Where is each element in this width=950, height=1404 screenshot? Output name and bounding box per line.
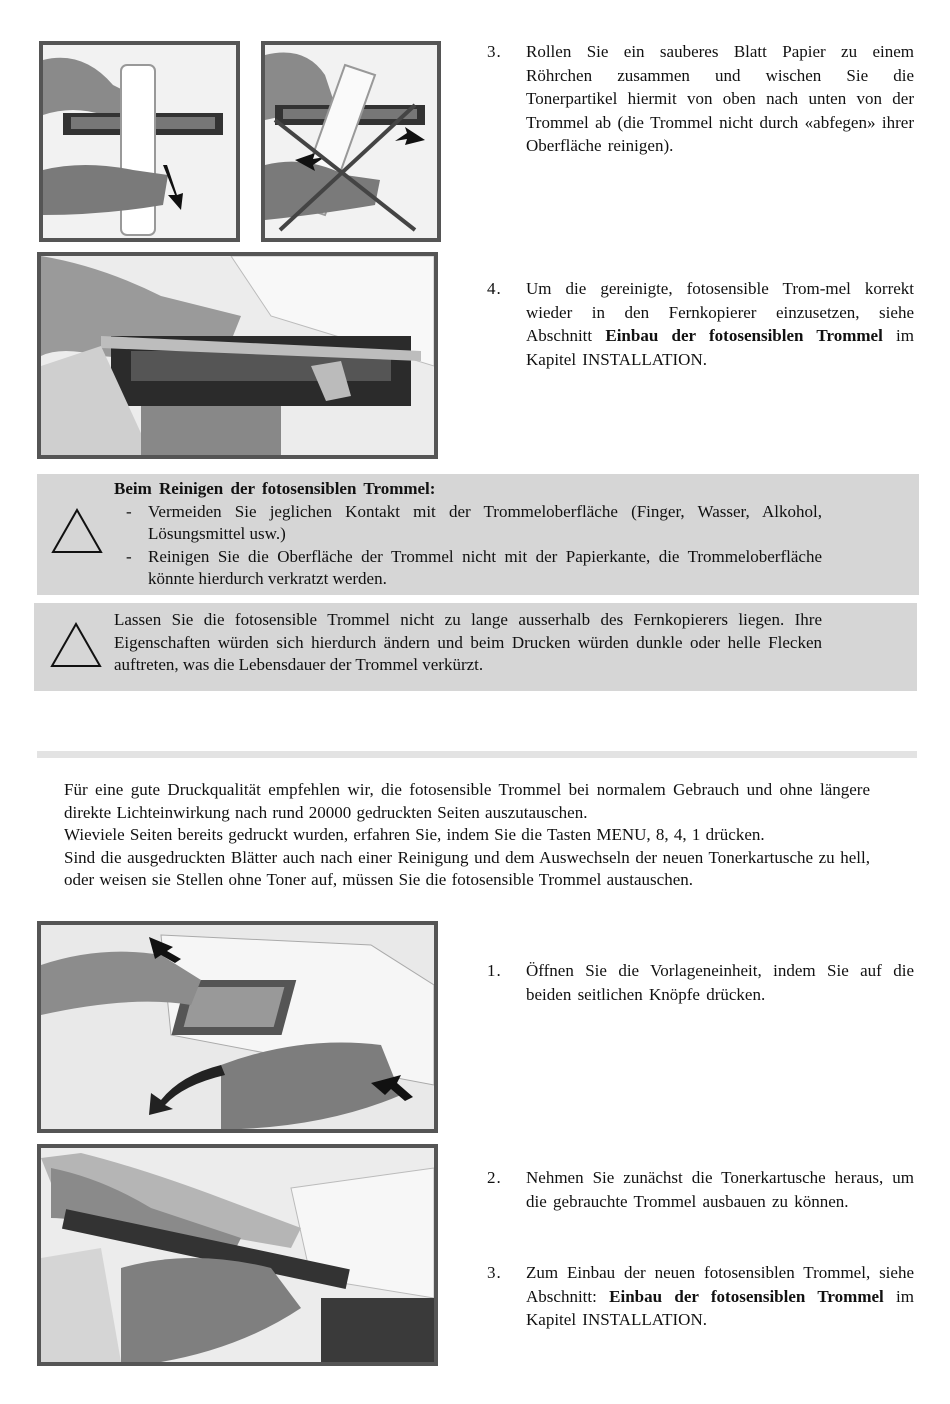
paragraph-line: Wieviele Seiten bereits gedruckt wurden, erfahren Sie, indem Sie die Tasten MENU, 8, 4, 1 drücken. [64, 825, 765, 845]
step-number: 2. [487, 1168, 502, 1187]
step-number: 3. [487, 42, 502, 61]
figure-remove-drum [37, 1144, 438, 1366]
step-text-run: im Kapitel INSTALLATION. [526, 1286, 914, 1329]
step-4-reinsert-drum [487, 277, 914, 377]
step-text [526, 277, 914, 371]
drum-replacement-paragraph [64, 779, 870, 892]
step-1-open-scanner [487, 959, 914, 1019]
step-text-run: Rollen Sie ein sauberes Blatt Papier zu einem Röhrchen zusammen und wischen Sie die Tonerpartikel hiermit von oben nach unten von der Trommel ab (die Trommel nicht durch «abfegen» ihrer Oberfläche reinigen). [526, 42, 914, 155]
step-text [526, 1166, 914, 1213]
step-3-clean-drum [487, 40, 914, 160]
warning-item: - Vermeiden Sie jeglichen Kontakt mit der Trommeloberfläche (Finger, Wasser, Alkohol, Lösungsmittel usw.) [114, 501, 822, 546]
warning-item: - Reinigen Sie die Oberfläche der Trommel nicht mit der Papierkante, die Trommeloberfläche könnte hierdurch verkratzt werden. [114, 546, 822, 591]
step-2-remove-toner [487, 1166, 914, 1241]
step-text [526, 1261, 914, 1332]
warning-text: Lassen Sie die fotosensible Trommel nicht zu lange ausserhalb des Fernkopierers liegen. Ihre Eigenschaften würden sich hierdurch ändern und beim Drucken würden dunkle oder helle Flecken auftreten, was die Lebensdauer der Trommel verkürzt. [114, 610, 822, 674]
step-text-run: Um die gereinigte, fotosensible Trom-mel korrekt wieder in den Fernkopierer einzusetzen, siehe Abschnitt [526, 279, 914, 345]
step-number: 4. [487, 279, 502, 298]
step-text-run: Zum Einbau der neuen fotosensiblen Trommel, siehe Abschnitt: [526, 1263, 914, 1306]
step-text [526, 40, 914, 158]
warning-box-storage [34, 603, 917, 691]
warning-triangle-icon [51, 508, 103, 554]
figure-wiping-drum [39, 41, 240, 242]
step-text-bold: Einbau der fotosensiblen Trommel [609, 1286, 884, 1306]
step-text [526, 959, 914, 1006]
warning-triangle-icon [50, 622, 102, 668]
paragraph-line: Für eine gute Druckqualität empfehlen wir, die fotosensible Trommel bei normalem Gebrauch und ohne längere direkte Lichteinwirkung nach rund 20000 gedruckten Seiten auszutauschen. [64, 780, 870, 822]
figure-reinsert-drum [37, 252, 438, 459]
step-text-run: im Kapitel INSTALLATION. [526, 326, 915, 369]
warning-title: Beim Reinigen der fotosensiblen Trommel: [114, 479, 436, 498]
step-text-run: Öffnen Sie die Vorlageneinheit, indem Sie auf die beiden seitlichen Knöpfe drücken. [526, 961, 914, 1004]
step-text-run: Nehmen Sie zunächst die Tonerkartusche heraus, um die gebrauchte Trommel ausbauen zu können. [526, 1168, 914, 1211]
figure-wrong-method [261, 41, 441, 242]
step-number: 3. [487, 1263, 502, 1282]
figure-open-scanner [37, 921, 438, 1133]
step-number: 1. [487, 961, 502, 980]
step-3-install-new-drum [487, 1261, 914, 1336]
step-text-bold: Einbau der fotosensiblen Trommel [605, 326, 883, 345]
paragraph-line: Sind die ausgedruckten Blätter auch nach einer Reinigung und dem Auswechseln der neuen Tonerkartusche zu hell, oder weisen sie Stellen ohne Toner auf, müssen Sie die fotosensible Trommel austauschen. [64, 847, 870, 890]
section-divider [37, 751, 917, 758]
warning-box-cleaning [37, 474, 919, 595]
warning-list [114, 501, 822, 591]
